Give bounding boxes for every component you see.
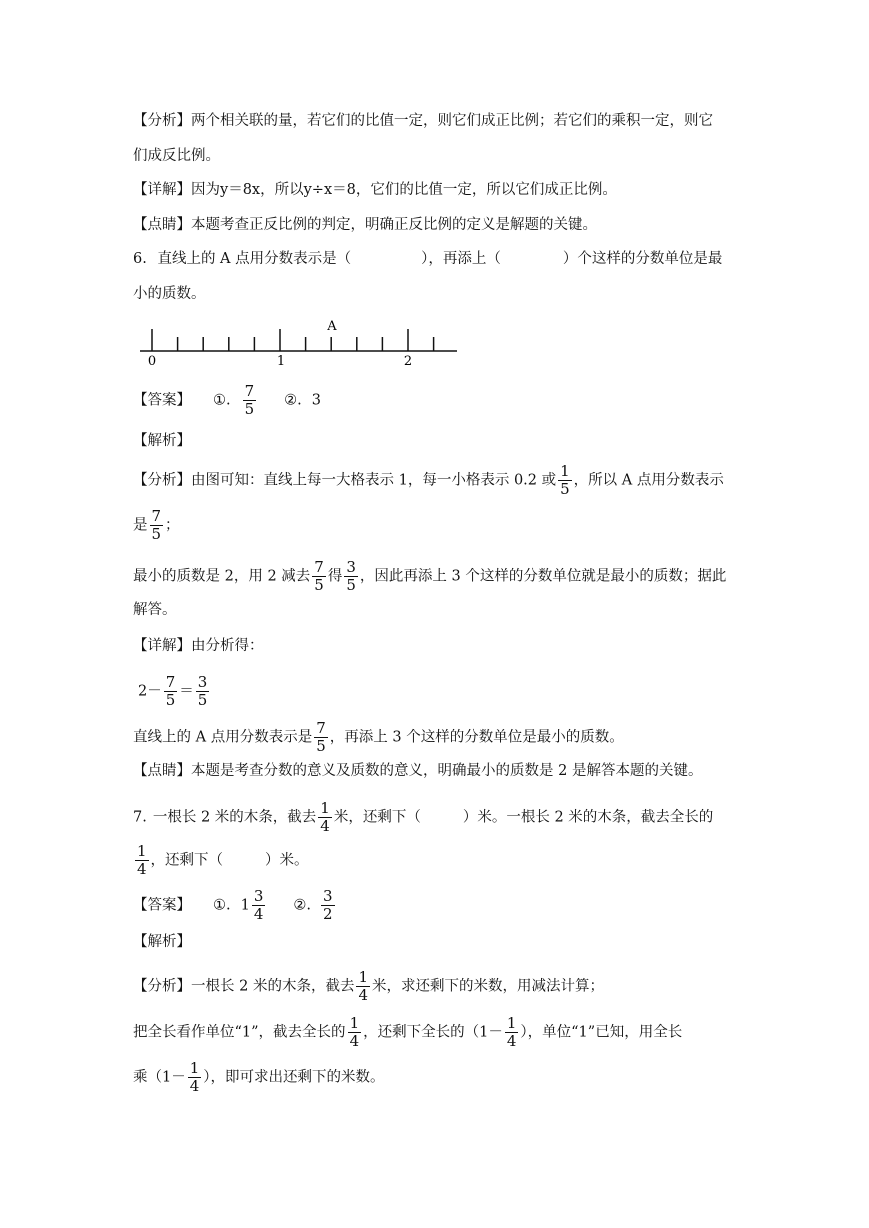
question-text: 一根长 2 米的木条，截去: [152, 809, 317, 826]
numerator: 1: [358, 968, 368, 986]
answer-1-fraction: [243, 383, 257, 418]
detail-6: [133, 636, 264, 656]
solution-label-7: [133, 932, 191, 952]
numerator: 3: [346, 558, 356, 576]
question-7: [133, 800, 713, 835]
fraction: [505, 1015, 519, 1050]
question-text: 直线上的 A 点用分数表示是（: [157, 251, 352, 267]
question-6: [133, 249, 722, 269]
detail-text: 因为: [191, 182, 220, 198]
detail-text: 直线上的 A 点用分数表示是: [133, 729, 313, 746]
denominator: 4: [253, 905, 264, 923]
analysis-text: 是: [133, 517, 148, 534]
analysis-6-cont2: [133, 559, 726, 594]
equation: y÷x＝8: [303, 182, 356, 198]
fraction: [344, 559, 358, 594]
comment-text: 本题是考查分数的意义及质数的意义，明确最小的质数是 2 是解答本题的关键。: [191, 763, 703, 779]
comment-label: 【点睛】: [133, 763, 191, 779]
detail-text: ，它们的比值一定，所以它们成正比例。: [355, 182, 617, 198]
detail-label: 【详解】: [133, 182, 191, 198]
question-text: ），再添上（: [421, 251, 501, 267]
answer-marker-2: ②.: [284, 392, 302, 409]
detail-text: ，再添上 3 个这样的分数单位是最小的质数。: [329, 729, 624, 746]
question-number: 7.: [133, 809, 147, 826]
analysis-text: ，因此再添上 3 个这样的分数单位就是最小的质数；据此: [359, 568, 727, 585]
question-number: 6.: [133, 251, 147, 267]
fraction: [356, 969, 370, 1004]
detail-6-equation: [138, 674, 211, 709]
analysis-text: 由图可知：直线上每一大格表示 1，每一小格表示 0.2 或: [191, 472, 557, 489]
answer-marker-2: ②.: [293, 897, 311, 914]
fraction: [318, 800, 332, 835]
answer-2: 3: [311, 392, 321, 409]
detail-paragraph-1: [133, 180, 617, 200]
fraction: [314, 720, 328, 755]
analysis-label: 【分析】: [133, 472, 191, 489]
question-text: ，还剩下（: [150, 852, 224, 869]
numerator: 1: [560, 462, 570, 480]
detail-text: 由分析得：: [191, 638, 264, 654]
question-6-cont: [133, 284, 206, 304]
analysis-text: ；: [165, 517, 180, 534]
answer-marker-1: ①.: [213, 392, 231, 409]
fraction: [188, 1060, 202, 1095]
denominator: 4: [137, 860, 147, 878]
analysis-label: 【分析】: [133, 113, 191, 129]
analysis-text-cont: 们成反比例。: [133, 148, 220, 164]
fraction: [252, 888, 266, 923]
answer-marker-1: ①.: [213, 897, 231, 914]
detail-text: ，所以: [260, 182, 304, 198]
numerator: 3: [253, 887, 264, 905]
numerator: 7: [151, 507, 162, 525]
fraction: [164, 674, 178, 709]
fraction: [348, 1015, 362, 1050]
tick-label-0: 0: [147, 354, 157, 369]
analysis-text: ，还剩下全长的（1－: [363, 1024, 503, 1041]
detail-label: 【详解】: [133, 638, 191, 654]
solution-label: 【解析】: [133, 934, 191, 950]
numerator: 7: [165, 673, 176, 691]
analysis-text: 最小的质数是 2，用 2 减去: [133, 568, 311, 585]
equation: y＝8x: [220, 182, 261, 198]
answer-label: 【答案】: [133, 897, 191, 914]
fraction: [196, 674, 210, 709]
equation-text: ＝: [179, 683, 194, 700]
denominator: 4: [358, 986, 368, 1004]
analysis-label: 【分析】: [133, 978, 191, 995]
numerator: 1: [137, 842, 147, 860]
denominator: 5: [165, 691, 176, 709]
analysis-text: 米，求还剩下的米数，用减法计算；: [372, 978, 604, 995]
comment-paragraph-1: [133, 215, 597, 235]
answer-7: [133, 888, 337, 923]
numerator: 3: [197, 673, 208, 691]
analysis-6-cont: [133, 508, 180, 543]
denominator: 5: [197, 691, 208, 709]
analysis-text: 解答。: [133, 602, 177, 618]
answer-label: 【答案】: [133, 392, 191, 409]
mixed-number-whole: 1: [240, 897, 250, 914]
denominator: 5: [314, 576, 324, 594]
analysis-text: 把全长看作单位“1”，截去全长的: [133, 1024, 346, 1041]
fraction: [321, 888, 335, 923]
comment-6: [133, 761, 702, 781]
numerator: 1: [189, 1059, 200, 1077]
analysis-6: [133, 463, 724, 498]
answer-6: [133, 383, 321, 418]
point-a-label: A: [327, 319, 337, 334]
analysis-paragraph-1: [133, 111, 713, 131]
numerator: 7: [244, 382, 255, 400]
question-text: 小的质数。: [133, 286, 206, 302]
comment-label: 【点睛】: [133, 217, 191, 233]
numerator: 1: [506, 1014, 517, 1032]
analysis-text: ），即可求出还剩下的米数。: [203, 1069, 385, 1086]
analysis-7-cont2: [133, 1060, 385, 1095]
analysis-text: 乘（1－: [133, 1069, 186, 1086]
fraction: [312, 559, 326, 594]
solution-label-6: [133, 431, 191, 451]
analysis-text: ，所以 A 点用分数表示: [573, 472, 724, 489]
denominator: 4: [506, 1032, 517, 1050]
fraction: [150, 508, 164, 543]
fraction: [558, 463, 572, 498]
fraction: [135, 843, 149, 878]
comment-text: 本题考查正反比例的判定，明确正反比例的定义是解题的关键。: [191, 217, 597, 233]
equation-text: 2－: [138, 683, 162, 700]
detail-6-cont: [133, 720, 624, 755]
analysis-7-cont: [133, 1015, 682, 1050]
tick-label-2: 2: [403, 354, 413, 369]
numerator: 7: [314, 558, 324, 576]
analysis-7: [133, 969, 604, 1004]
solution-label: 【解析】: [133, 433, 191, 449]
numerator: 1: [349, 1014, 360, 1032]
question-text: ）个这样的分数单位是最: [562, 251, 723, 267]
question-7-cont: [133, 843, 309, 878]
analysis-paragraph-1-cont: [133, 146, 220, 166]
analysis-text: 一根长 2 米的木条，截去: [191, 978, 355, 995]
denominator: 5: [151, 525, 162, 543]
number-line-figure: [135, 315, 465, 370]
denominator: 5: [316, 737, 326, 755]
analysis-6-cont3: [133, 600, 177, 620]
denominator: 4: [349, 1032, 360, 1050]
denominator: 5: [560, 480, 570, 498]
denominator: 5: [244, 400, 255, 418]
denominator: 5: [346, 576, 356, 594]
analysis-text: 两个相关联的量，若它们的比值一定，则它们成正比例；若它们的乘积一定，则它: [191, 113, 713, 129]
denominator: 4: [189, 1077, 200, 1095]
numerator: 1: [320, 799, 330, 817]
analysis-text: 得: [327, 568, 343, 585]
question-text: 米，还剩下（: [333, 809, 421, 826]
denominator: 2: [323, 905, 333, 923]
question-text: ）米。一根长 2 米的木条，截去全长的: [462, 809, 714, 826]
denominator: 4: [320, 817, 330, 835]
analysis-text: ），单位“1”已知，用全长: [520, 1024, 683, 1041]
numerator: 3: [323, 887, 333, 905]
numerator: 7: [316, 719, 326, 737]
question-text: ）米。: [265, 852, 309, 869]
tick-label-1: 1: [276, 354, 286, 369]
